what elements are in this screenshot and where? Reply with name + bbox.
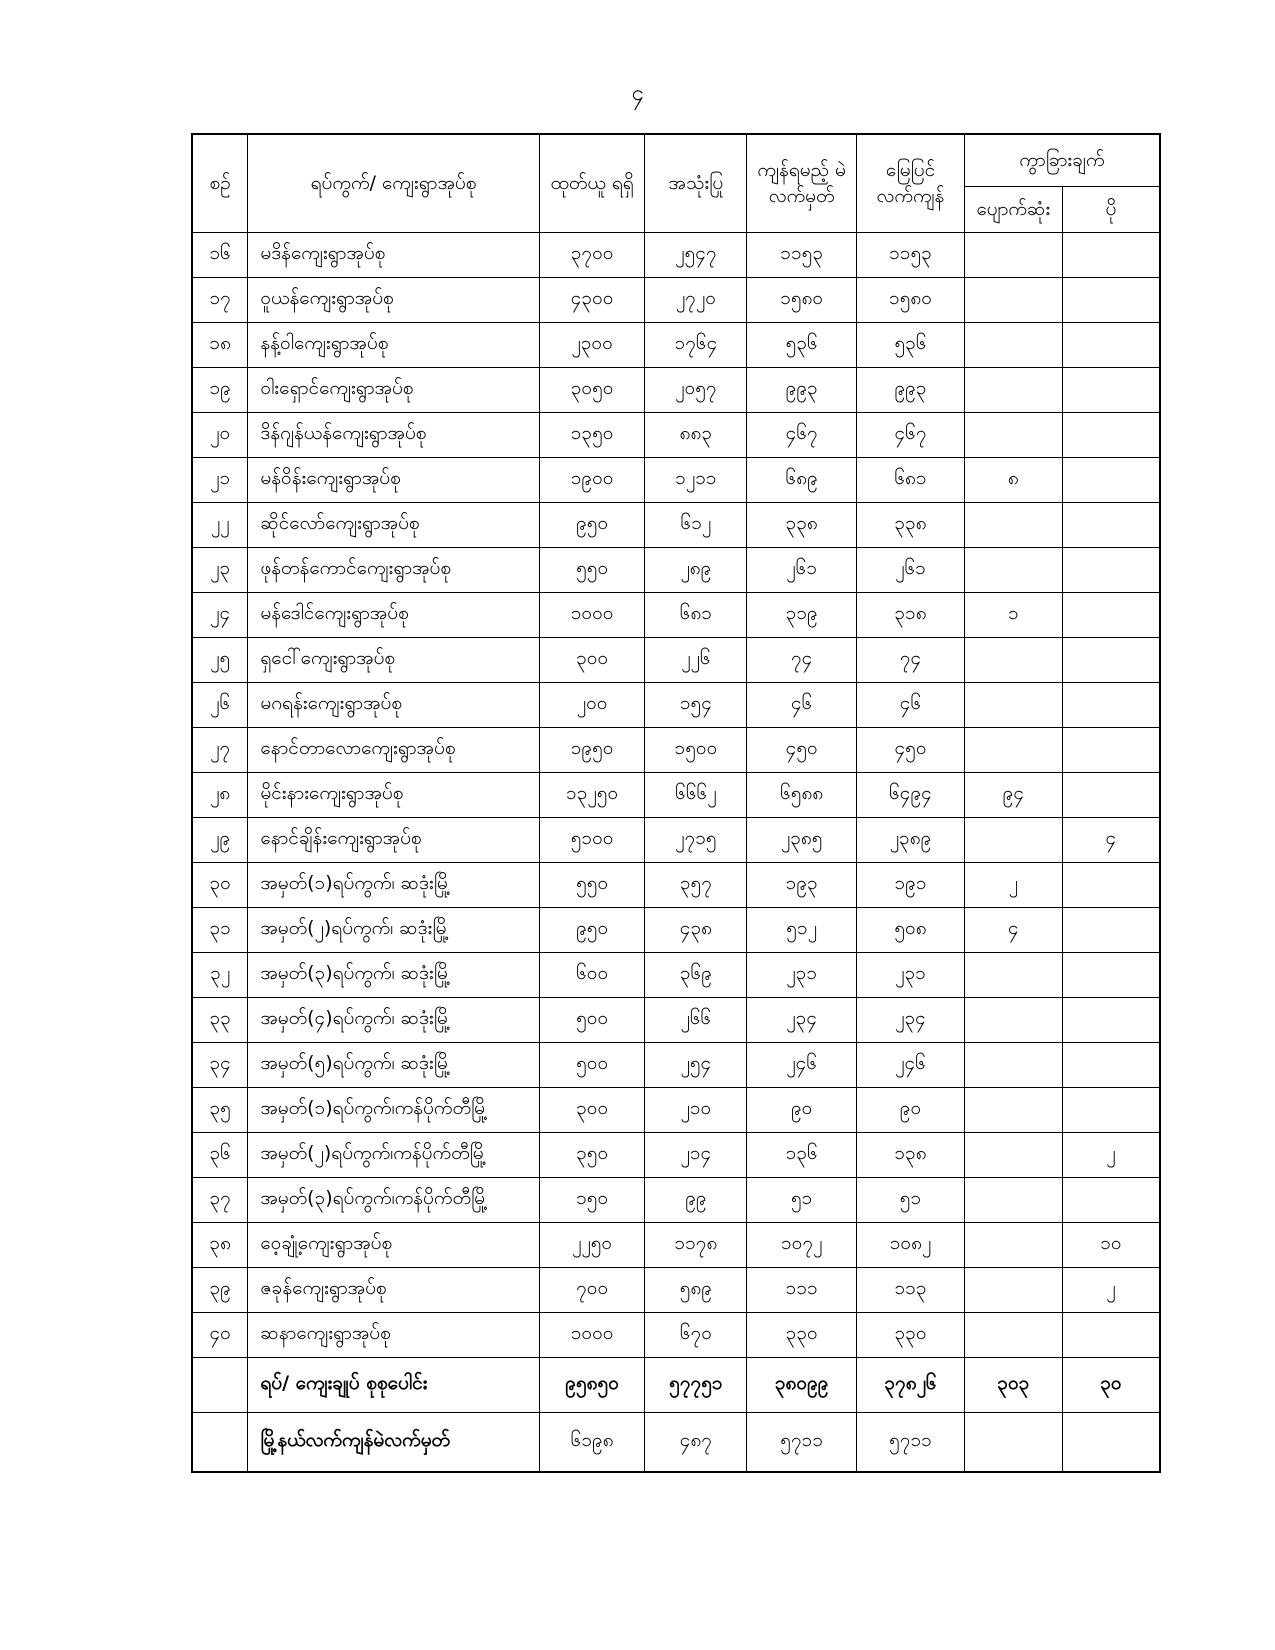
cell-used: ၁၁၇၈: [645, 1222, 747, 1267]
cell-no: ၃၅: [192, 1087, 248, 1132]
cell-remaining: ၄၆: [747, 682, 857, 727]
cell-no: ၂၇: [192, 727, 248, 772]
table-row: [192, 952, 1160, 997]
cell-no: ၃၃: [192, 997, 248, 1042]
cell-no: ၁၆: [192, 232, 248, 277]
cell-used: ၆၈၁: [645, 592, 747, 637]
cell-name: ဇခုန်ကျေးရွာအုပ်စု: [248, 1267, 539, 1312]
cell-used: ၂၅၄: [645, 1042, 747, 1087]
cell-actual: ၆၈၁: [857, 457, 965, 502]
cell-received: ၂၂၅၀: [539, 1222, 645, 1267]
cell-excess: [1062, 862, 1160, 907]
header-actual: မြေပြင် လက်ကျန်: [857, 134, 965, 232]
remain-row: [192, 1412, 1160, 1472]
cell-actual: ၃၁၈: [857, 592, 965, 637]
cell-used: ၁၅၄: [645, 682, 747, 727]
cell-missing: [964, 952, 1062, 997]
cell-remaining: ၉၀: [747, 1087, 857, 1132]
cell-actual: ၄၅၀: [857, 727, 965, 772]
cell-used: ၃၆၉: [645, 952, 747, 997]
table-row: [192, 997, 1160, 1042]
cell-excess: ၂: [1062, 1267, 1160, 1312]
cell-actual: ၁၁၅၃: [857, 232, 965, 277]
header-name: ရပ်ကွက်/ ကျေးရွာအုပ်စု: [248, 134, 539, 232]
cell-missing: [964, 412, 1062, 457]
cell-received: ၆၁၉၈: [539, 1412, 645, 1472]
cell-actual: ၅၁: [857, 1177, 965, 1222]
cell-remaining: ၅၃၆: [747, 322, 857, 367]
table-row: [192, 772, 1160, 817]
cell-missing: [964, 232, 1062, 277]
cell-actual: ၂၄၆: [857, 1042, 965, 1087]
cell-received: ၃၅၀: [539, 1132, 645, 1177]
cell-name: အမှတ်(၁)ရပ်ကွက်၊ကန်ပိုက်တီမြို့: [248, 1087, 539, 1132]
cell-actual: ၁၁၃: [857, 1267, 965, 1312]
cell-name: အမှတ်(၄)ရပ်ကွက်၊ ဆဒုံးမြို့: [248, 997, 539, 1042]
cell-name: အမှတ်(၃)ရပ်ကွက်၊ ဆဒုံးမြို့: [248, 952, 539, 997]
cell-used: ၁၇၆၄: [645, 322, 747, 367]
cell-no: ၁၇: [192, 277, 248, 322]
table-row: [192, 277, 1160, 322]
header-no: စဉ်: [192, 134, 248, 232]
cell-excess: ၄: [1062, 817, 1160, 862]
cell-excess: [1062, 1312, 1160, 1357]
cell-received: ၁၉၅၀: [539, 727, 645, 772]
cell-name: မဂရန်းကျေးရွာအုပ်စု: [248, 682, 539, 727]
cell-excess: [1062, 277, 1160, 322]
cell-received: ၅၁၀၀: [539, 817, 645, 862]
cell-actual: ၉၀: [857, 1087, 965, 1132]
cell-actual: ၂၃၁: [857, 952, 965, 997]
cell-used: ၄၃၈: [645, 907, 747, 952]
cell-used: ၁၅၀၀: [645, 727, 747, 772]
cell-missing: ၉၄: [964, 772, 1062, 817]
cell-actual: ၅၇၁၁: [857, 1412, 965, 1472]
cell-excess: ၂: [1062, 1132, 1160, 1177]
table-row: [192, 1222, 1160, 1267]
cell-no: [192, 1357, 248, 1412]
table-row: [192, 817, 1160, 862]
cell-used: ၁၂၁၁: [645, 457, 747, 502]
cell-used: ၂၈၉: [645, 547, 747, 592]
cell-excess: [1062, 592, 1160, 637]
cell-no: ၃၄: [192, 1042, 248, 1087]
cell-excess: [1062, 457, 1160, 502]
table-row: [192, 547, 1160, 592]
cell-received: ၃၀၀: [539, 637, 645, 682]
cell-actual: ၂၆၁: [857, 547, 965, 592]
cell-no: ၂၉: [192, 817, 248, 862]
cell-no: ၃၈: [192, 1222, 248, 1267]
cell-missing: [964, 1087, 1062, 1132]
cell-received: ၁၅၀: [539, 1177, 645, 1222]
cell-name: ဖုန်တန်ကောင်ကျေးရွာအုပ်စု: [248, 547, 539, 592]
cell-received: ၁၃၅၀: [539, 412, 645, 457]
table-body: [192, 232, 1160, 1472]
cell-missing: [964, 547, 1062, 592]
table-row: [192, 862, 1160, 907]
cell-used: ၈၈၃: [645, 412, 747, 457]
cell-received: ၅၀၀: [539, 1042, 645, 1087]
cell-name: ဆနာကျေးရွာအုပ်စု: [248, 1312, 539, 1357]
cell-received: ၃၀၅၀: [539, 367, 645, 412]
cell-no: ၂၅: [192, 637, 248, 682]
cell-used: ၆၆၆၂: [645, 772, 747, 817]
cell-used: ၂၇၂၀: [645, 277, 747, 322]
cell-remaining: ၁၅၈၀: [747, 277, 857, 322]
cell-missing: [964, 1312, 1062, 1357]
cell-remaining: ၅၇၁၁: [747, 1412, 857, 1472]
cell-name: အမှတ်(၂)ရပ်ကွက်၊ ဆဒုံးမြို့: [248, 907, 539, 952]
table-row: [192, 1087, 1160, 1132]
ballot-table: [191, 133, 1161, 1473]
cell-remaining: ၂၃၄: [747, 997, 857, 1042]
table-row: [192, 367, 1160, 412]
cell-remaining: ၆၅၈၈: [747, 772, 857, 817]
cell-excess: [1062, 907, 1160, 952]
cell-received: ၃၀၀: [539, 1087, 645, 1132]
table-row: [192, 232, 1160, 277]
cell-missing: [964, 682, 1062, 727]
cell-remaining: ၁၃၆: [747, 1132, 857, 1177]
cell-missing: [964, 1412, 1062, 1472]
cell-used: ၂၆၆: [645, 997, 747, 1042]
cell-no: ၃၀: [192, 862, 248, 907]
cell-used: ၄၈၇: [645, 1412, 747, 1472]
cell-excess: [1062, 412, 1160, 457]
cell-no: ၁၈: [192, 322, 248, 367]
cell-received: ၂၀၀: [539, 682, 645, 727]
cell-missing: [964, 637, 1062, 682]
cell-used: ၂၁၄: [645, 1132, 747, 1177]
cell-actual: ၂၃၈၉: [857, 817, 965, 862]
cell-name: ဝူယန်ကျေးရွာအုပ်စု: [248, 277, 539, 322]
cell-received: ၉၅၀: [539, 907, 645, 952]
cell-no: ၄၀: [192, 1312, 248, 1357]
cell-received: ၁၃၂၅၀: [539, 772, 645, 817]
cell-remaining: ၁၀၇၂: [747, 1222, 857, 1267]
cell-remaining: ၅၁၂: [747, 907, 857, 952]
table-row: [192, 1042, 1160, 1087]
cell-remaining: ၇၄: [747, 637, 857, 682]
cell-missing: ၈: [964, 457, 1062, 502]
cell-no: [192, 1412, 248, 1472]
cell-name: အမှတ်(၂)ရပ်ကွက်၊ကန်ပိုက်တီမြို့: [248, 1132, 539, 1177]
cell-no: ၂၃: [192, 547, 248, 592]
cell-name: ရှငေါ်ကျေးရွာအုပ်စု: [248, 637, 539, 682]
cell-received: ၁၀၀၀: [539, 1312, 645, 1357]
cell-received: ၉၅၀: [539, 502, 645, 547]
cell-received: ၅၅၀: [539, 862, 645, 907]
cell-excess: ၃၀: [1062, 1357, 1160, 1412]
table-row: [192, 322, 1160, 367]
table-row: [192, 682, 1160, 727]
cell-excess: [1062, 772, 1160, 817]
cell-remaining: ၃၃၀: [747, 1312, 857, 1357]
cell-used: ၅၇၇၅၁: [645, 1357, 747, 1412]
cell-excess: [1062, 952, 1160, 997]
cell-used: ၅၈၉: [645, 1267, 747, 1312]
cell-excess: [1062, 1042, 1160, 1087]
cell-name: အမှတ်(၃)ရပ်ကွက်၊ကန်ပိုက်တီမြို့: [248, 1177, 539, 1222]
cell-remaining: ၁၁၁: [747, 1267, 857, 1312]
cell-received: ၄၃၀၀: [539, 277, 645, 322]
cell-no: ၁၉: [192, 367, 248, 412]
header-excess: ပို: [1062, 186, 1160, 232]
cell-remaining: ၁၉၃: [747, 862, 857, 907]
cell-used: ၉၉: [645, 1177, 747, 1222]
cell-missing: [964, 1177, 1062, 1222]
cell-no: ၃၉: [192, 1267, 248, 1312]
cell-remaining: ၂၄၆: [747, 1042, 857, 1087]
header-missing: ပျောက်ဆုံး: [964, 186, 1062, 232]
table-row: [192, 1177, 1160, 1222]
cell-name: မဒိန်ကျေးရွာအုပ်စု: [248, 232, 539, 277]
cell-name: မြို့နယ်လက်ကျန်မဲလက်မှတ်: [248, 1412, 539, 1472]
cell-remaining: ၄၅၀: [747, 727, 857, 772]
cell-excess: [1062, 682, 1160, 727]
table-row: [192, 412, 1160, 457]
cell-missing: [964, 322, 1062, 367]
cell-missing: [964, 367, 1062, 412]
cell-excess: [1062, 547, 1160, 592]
cell-name: အမှတ်(၅)ရပ်ကွက်၊ ဆဒုံးမြို့: [248, 1042, 539, 1087]
cell-used: ၆၇၀: [645, 1312, 747, 1357]
cell-actual: ၆၄၉၄: [857, 772, 965, 817]
cell-used: ၆၁၂: [645, 502, 747, 547]
cell-name: ရပ်/ ကျေးချုပ် စုစုပေါင်း: [248, 1357, 539, 1412]
cell-used: ၃၅၇: [645, 862, 747, 907]
cell-name: နောင်ချိန်းကျေးရွာအုပ်စု: [248, 817, 539, 862]
cell-actual: ၃၃၈: [857, 502, 965, 547]
cell-name: နန့်ဝါကျေးရွာအုပ်စု: [248, 322, 539, 367]
cell-excess: [1062, 322, 1160, 367]
cell-actual: ၂၃၄: [857, 997, 965, 1042]
cell-no: ၃၆: [192, 1132, 248, 1177]
cell-missing: ၃၀၃: [964, 1357, 1062, 1412]
cell-missing: [964, 1042, 1062, 1087]
cell-used: ၂၁၀: [645, 1087, 747, 1132]
cell-name: မန်ဝိန်းကျေးရွာအုပ်စု: [248, 457, 539, 502]
cell-name: ဝါးရှောင်ကျေးရွာအုပ်စု: [248, 367, 539, 412]
cell-no: ၂၄: [192, 592, 248, 637]
table-row: [192, 907, 1160, 952]
cell-excess: [1062, 1412, 1160, 1472]
cell-name: ဝေ့ချုံ့ကျေးရွာအုပ်စု: [248, 1222, 539, 1267]
cell-excess: [1062, 1087, 1160, 1132]
table-row: [192, 1312, 1160, 1357]
cell-received: ၁၉၀၀: [539, 457, 645, 502]
total-row: [192, 1357, 1160, 1412]
header-received: ထုတ်ယူ ရရှိ: [539, 134, 645, 232]
cell-excess: [1062, 997, 1160, 1042]
cell-received: ၁၀၀၀: [539, 592, 645, 637]
cell-no: ၂၂: [192, 502, 248, 547]
cell-received: ၅၅၀: [539, 547, 645, 592]
cell-no: ၂၈: [192, 772, 248, 817]
cell-actual: ၉၉၃: [857, 367, 965, 412]
cell-no: ၂၁: [192, 457, 248, 502]
cell-actual: ၅၃၆: [857, 322, 965, 367]
cell-received: ၂၃၀၀: [539, 322, 645, 367]
cell-missing: [964, 502, 1062, 547]
cell-name: အမှတ်(၁)ရပ်ကွက်၊ ဆဒုံးမြို့: [248, 862, 539, 907]
table-row: [192, 1132, 1160, 1177]
cell-no: ၃၇: [192, 1177, 248, 1222]
cell-actual: ၁၉၁: [857, 862, 965, 907]
cell-missing: [964, 277, 1062, 322]
cell-name: မန်ဒေါင်ကျေးရွာအုပ်စု: [248, 592, 539, 637]
cell-remaining: ၆၈၉: [747, 457, 857, 502]
page-number: ၄: [631, 81, 644, 106]
cell-remaining: ၃၃၈: [747, 502, 857, 547]
cell-missing: [964, 727, 1062, 772]
cell-missing: ၂: [964, 862, 1062, 907]
cell-received: ၆၀၀: [539, 952, 645, 997]
table-row: [192, 727, 1160, 772]
cell-missing: ၄: [964, 907, 1062, 952]
cell-name: မိုင်းနားကျေးရွာအုပ်စု: [248, 772, 539, 817]
cell-received: ၇၀၀: [539, 1267, 645, 1312]
cell-name: နောင်တာလောကျေးရွာအုပ်စု: [248, 727, 539, 772]
cell-actual: ၁၅၈၀: [857, 277, 965, 322]
cell-received: ၃၇၀၀: [539, 232, 645, 277]
cell-missing: [964, 817, 1062, 862]
cell-missing: ၁: [964, 592, 1062, 637]
cell-excess: [1062, 1177, 1160, 1222]
cell-no: ၂၀: [192, 412, 248, 457]
cell-actual: ၇၄: [857, 637, 965, 682]
table-row: [192, 637, 1160, 682]
cell-used: ၂၇၁၅: [645, 817, 747, 862]
cell-no: ၂၆: [192, 682, 248, 727]
cell-remaining: ၁၁၅၃: [747, 232, 857, 277]
header-remaining: ကျန်ရမည့် မဲလက်မှတ်: [747, 134, 857, 232]
cell-missing: [964, 1222, 1062, 1267]
cell-excess: [1062, 367, 1160, 412]
header-difference: ကွာခြားချက်: [964, 134, 1160, 186]
cell-missing: [964, 997, 1062, 1042]
table-row: [192, 592, 1160, 637]
header-used: အသုံးပြု: [645, 134, 747, 232]
cell-actual: ၁၀၈၂: [857, 1222, 965, 1267]
cell-excess: [1062, 502, 1160, 547]
cell-used: ၂၅၄၇: [645, 232, 747, 277]
cell-actual: ၁၃၈: [857, 1132, 965, 1177]
cell-name: ဆိုင်လော်ကျေးရွာအုပ်စု: [248, 502, 539, 547]
cell-remaining: ၂၆၁: [747, 547, 857, 592]
cell-remaining: ၉၉၃: [747, 367, 857, 412]
cell-remaining: ၄၆၇: [747, 412, 857, 457]
cell-used: ၂၀၅၇: [645, 367, 747, 412]
cell-received: ၅၀၀: [539, 997, 645, 1042]
cell-missing: [964, 1132, 1062, 1177]
cell-actual: ၄၆၇: [857, 412, 965, 457]
table-row: [192, 502, 1160, 547]
cell-actual: ၅၀၈: [857, 907, 965, 952]
cell-remaining: ၅၁: [747, 1177, 857, 1222]
table-row: [192, 1267, 1160, 1312]
cell-remaining: ၃၁၉: [747, 592, 857, 637]
cell-actual: ၄၆: [857, 682, 965, 727]
cell-remaining: ၂၃၁: [747, 952, 857, 997]
cell-excess: ၁၀: [1062, 1222, 1160, 1267]
cell-no: ၃၂: [192, 952, 248, 997]
table-row: [192, 457, 1160, 502]
cell-excess: [1062, 637, 1160, 682]
cell-missing: [964, 1267, 1062, 1312]
cell-remaining: ၃၈၀၉၉: [747, 1357, 857, 1412]
cell-excess: [1062, 232, 1160, 277]
cell-no: ၃၁: [192, 907, 248, 952]
cell-name: ဒိန်ဂျန်ယန်ကျေးရွာအုပ်စု: [248, 412, 539, 457]
cell-remaining: ၂၃၈၅: [747, 817, 857, 862]
cell-actual: ၃၇၈၂၆: [857, 1357, 965, 1412]
cell-used: ၂၂၆: [645, 637, 747, 682]
cell-excess: [1062, 727, 1160, 772]
cell-received: ၉၅၈၅၀: [539, 1357, 645, 1412]
cell-actual: ၃၃၀: [857, 1312, 965, 1357]
